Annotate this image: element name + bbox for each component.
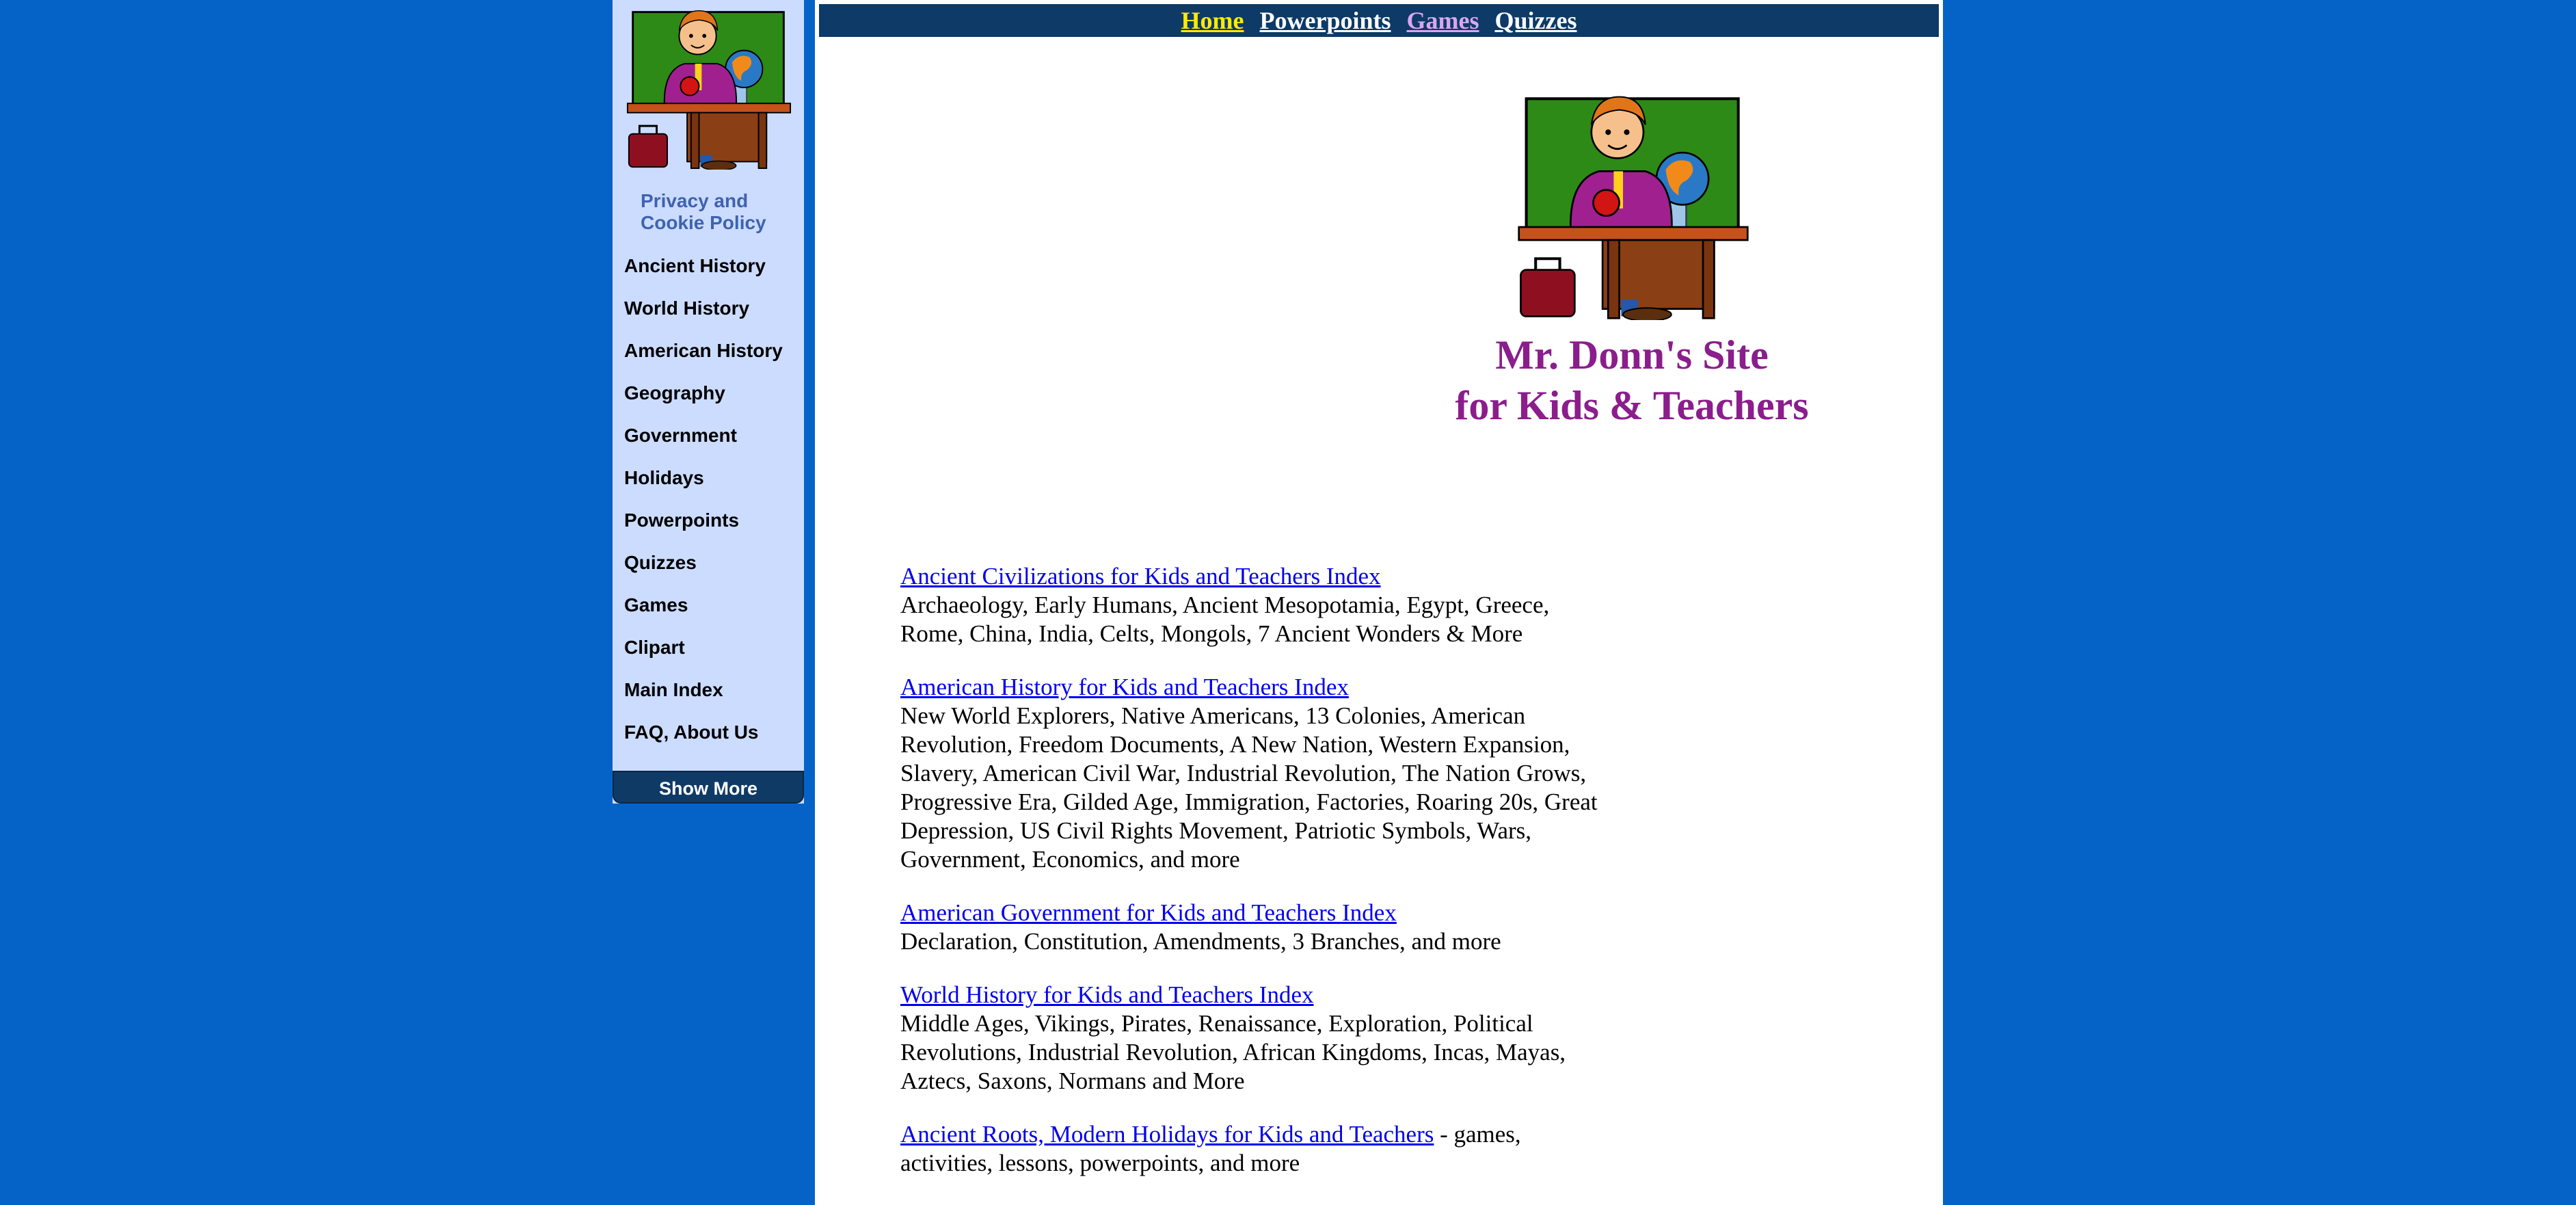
section-link-world-history[interactable]: World History for Kids and Teachers Index	[900, 981, 1314, 1008]
nav-quizzes-link[interactable]: Quizzes	[1494, 7, 1577, 34]
nav-home-link[interactable]: Home	[1181, 7, 1244, 34]
section-link-american-history[interactable]: American History for Kids and Teachers Index	[900, 674, 1349, 700]
teacher-logo-image[interactable]	[625, 4, 793, 170]
top-navigation	[819, 4, 1939, 37]
section-american-government	[900, 899, 1598, 956]
site-title-line-1: Mr. Donn's Site	[1495, 332, 1769, 378]
sidebar-link-american-history[interactable]: American History	[624, 340, 783, 361]
sidebar-link-powerpoints[interactable]: Powerpoints	[624, 509, 740, 531]
sidebar-link-world-history[interactable]: World History	[624, 297, 750, 319]
sidebar-link-games[interactable]: Games	[624, 594, 688, 615]
nav-powerpoints-link[interactable]: Powerpoints	[1259, 7, 1391, 34]
section-holidays	[900, 1120, 1598, 1178]
sidebar-item-clipart	[624, 634, 783, 676]
section-desc: Middle Ages, Vikings, Pirates, Renaissance, Exploration, Political Revolutions, Industrial Revolution, African Kingdoms, Incas, Mayas, Aztecs, Saxons, Normans and More	[900, 1010, 1566, 1094]
section-link-holidays[interactable]: Ancient Roots, Modern Holidays for Kids and Teachers	[900, 1121, 1434, 1148]
teacher-hero-image	[1514, 88, 1753, 320]
section-link-american-government[interactable]: American Government for Kids and Teachers Index	[900, 899, 1397, 926]
sidebar-item-faq	[624, 719, 783, 761]
section-link-ancient-civilizations[interactable]: Ancient Civilizations for Kids and Teachers Index	[900, 563, 1381, 590]
sidebar-item-holidays	[624, 464, 783, 507]
privacy-policy-link[interactable]: Privacy and Cookie Policy	[641, 190, 766, 233]
nav-games-link[interactable]: Games	[1406, 7, 1479, 34]
section-american-history	[900, 673, 1598, 874]
sidebar	[613, 0, 804, 804]
sidebar-link-ancient-history[interactable]: Ancient History	[624, 255, 766, 276]
section-world-history	[900, 981, 1598, 1096]
site-title-line-2: for Kids & Teachers	[1455, 383, 1809, 428]
sidebar-item-powerpoints	[624, 507, 783, 549]
sidebar-link-clipart[interactable]: Clipart	[624, 637, 685, 658]
show-more-button[interactable]: Show More	[613, 771, 804, 804]
sidebar-item-games	[624, 592, 783, 634]
sidebar-menu	[624, 252, 783, 761]
main-content	[815, 0, 1943, 1205]
section-desc: Declaration, Constitution, Amendments, 3 Branches, and more	[900, 928, 1501, 955]
section-list	[900, 562, 1598, 1202]
sidebar-item-ancient-history	[624, 252, 783, 295]
sidebar-link-quizzes[interactable]: Quizzes	[624, 552, 697, 573]
sidebar-link-holidays[interactable]: Holidays	[624, 467, 704, 488]
section-desc: - games, activities, lessons, powerpoints, and more	[900, 1121, 1521, 1176]
section-desc: Archaeology, Early Humans, Ancient Mesopotamia, Egypt, Greece, Rome, China, India, Celts, Mongols, 7 Ancient Wonders & More	[900, 592, 1550, 647]
sidebar-link-government[interactable]: Government	[624, 425, 737, 446]
sidebar-link-faq[interactable]: FAQ, About Us	[624, 721, 759, 743]
sidebar-item-world-history	[624, 295, 783, 337]
site-title	[1410, 330, 1854, 431]
sidebar-link-main-index[interactable]: Main Index	[624, 679, 723, 700]
section-ancient-civilizations	[900, 562, 1598, 648]
sidebar-item-main-index	[624, 676, 783, 719]
section-desc: New World Explorers, Native Americans, 13 Colonies, American Revolution, Freedom Documents, A New Nation, Western Expansion, Slavery, American Civil War, Industrial Revolution, The Nation Grows, Progressive Era, Gilded Age, Immigration, Factories, Roaring 20s, Great Depression, US Civil Rights Movement, Patriotic Symbols, Wars, Government, Economics, and more	[900, 702, 1598, 873]
sidebar-item-geography	[624, 380, 783, 422]
sidebar-item-american-history	[624, 337, 783, 380]
sidebar-item-government	[624, 422, 783, 464]
sidebar-link-geography[interactable]: Geography	[624, 382, 725, 403]
sidebar-item-quizzes	[624, 549, 783, 592]
